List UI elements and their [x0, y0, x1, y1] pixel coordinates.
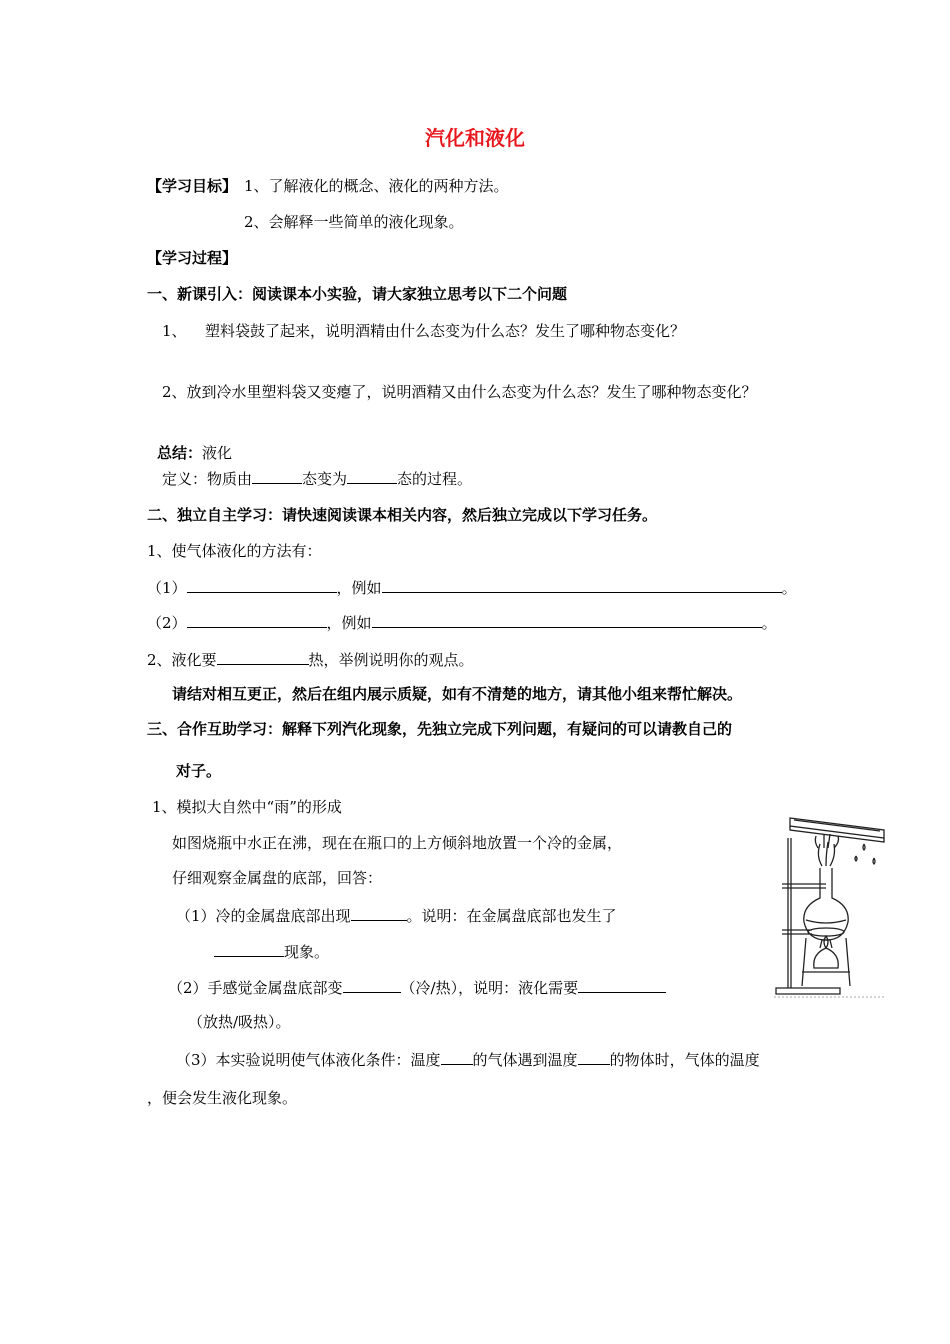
objective-item-1: 1、了解液化的概念、液化的两种方法。	[244, 177, 509, 195]
rain-q2-line	[168, 976, 666, 998]
rain-q3-blank-2[interactable]	[578, 1048, 610, 1065]
section3-heading-line1: 三、合作互助学习：解释下列汽化现象，先独立完成下列问题，有疑问的可以请教自己的	[147, 720, 733, 738]
methods-label: 1、使气体液化的方法有：	[147, 542, 322, 560]
method-1-blank[interactable]	[187, 576, 337, 593]
section1-heading: 一、新课引入：阅读课本小实验，请大家独立思考以下二个问题	[147, 285, 568, 303]
rain-q1-mid: 。说明：在金属盘底部也发生了	[406, 907, 617, 925]
flask-heating-apparatus-illustration	[772, 808, 888, 1000]
rain-desc-2: 仔细观察金属盘的底部，回答：	[172, 869, 383, 887]
method-row-1	[147, 576, 797, 598]
rain-q2-blank-2[interactable]	[578, 976, 666, 993]
objectives-label: 【学习目标】	[147, 177, 238, 195]
section1-q2-text: 2、放到冷水里塑料袋又变瘪了，说明酒精又由什么态变为什么态？发生了哪种物态变化？	[162, 383, 757, 401]
method-2-example-label: ，例如	[326, 614, 372, 632]
rain-q1-blank-2[interactable]	[214, 940, 284, 957]
rain-q2-mid: （冷/热），说明：液化需要	[400, 979, 579, 997]
rain-q3-suffix: 的物体时，气体的温度	[609, 1051, 760, 1069]
summary-text: 液化	[202, 444, 233, 462]
heat-question	[147, 648, 474, 670]
rain-q1-suffix: 现象。	[284, 943, 330, 961]
method-1-example-label: ，例如	[336, 579, 382, 597]
section3-heading-line2: 对子。	[176, 762, 222, 780]
rain-q1-prefix: （1）冷的金属盘底部出现	[176, 907, 351, 925]
rain-q2-suffix: （放热/吸热）。	[188, 1013, 291, 1031]
heat-prefix: 2、液化要	[147, 651, 217, 669]
method-row-2	[147, 611, 777, 633]
rain-item-title: 1、模拟大自然中“雨”的形成	[152, 798, 342, 816]
rain-q3-line	[176, 1048, 760, 1070]
rain-q1-line	[176, 904, 617, 926]
rain-q2-blank-1[interactable]	[343, 976, 401, 993]
definition-suffix: 态的过程。	[397, 470, 473, 488]
definition-blank-1[interactable]	[252, 467, 302, 484]
heat-blank[interactable]	[217, 648, 309, 665]
method-1-number: （1）	[147, 579, 187, 597]
summary-label: 总结：	[157, 444, 203, 462]
method-1-period: 。	[781, 579, 797, 597]
summary-line	[157, 443, 232, 463]
page-title: 汽化和液化	[425, 126, 525, 150]
method-2-number: （2）	[147, 614, 187, 632]
method-2-example-blank[interactable]	[372, 611, 762, 628]
definition-mid: 态变为	[302, 470, 348, 488]
method-2-period: 。	[761, 614, 777, 632]
section2-heading: 二、独立自主学习：请快速阅读课本相关内容，然后独立完成以下学习任务。	[147, 506, 658, 524]
definition-line	[162, 467, 472, 489]
rain-desc-1: 如图烧瓶中水正在沸，现在在瓶口的上方倾斜地放置一个冷的金属，	[172, 834, 623, 852]
definition-blank-2[interactable]	[347, 467, 397, 484]
objective-item-2: 2、会解释一些简单的液化现象。	[244, 213, 464, 231]
rain-q1-line2	[214, 940, 329, 962]
method-1-example-blank[interactable]	[382, 576, 782, 593]
rain-q3-end: ，便会发生液化现象。	[147, 1089, 298, 1107]
rain-q1-blank-1[interactable]	[351, 904, 407, 921]
section1-q1-number: 1、	[162, 322, 187, 340]
method-2-blank[interactable]	[187, 611, 327, 628]
section1-q1-text: 塑料袋鼓了起来，说明酒精由什么态变为什么态？发生了哪种物态变化？	[205, 322, 686, 340]
rain-q2-prefix: （2）手感觉金属盘底部变	[168, 979, 343, 997]
heat-suffix: 热，举例说明你的观点。	[308, 651, 474, 669]
rain-q3-blank-1[interactable]	[441, 1048, 473, 1065]
rain-q3-mid: 的气体遇到温度	[472, 1051, 578, 1069]
pair-note: 请结对相互更正，然后在组内展示质疑，如有不清楚的地方，请其他小组来帮忙解决。	[172, 685, 743, 703]
process-label: 【学习过程】	[147, 249, 238, 267]
definition-prefix: 定义：物质由	[162, 470, 253, 488]
rain-q3-prefix: （3）本实验说明使气体液化条件：温度	[176, 1051, 441, 1069]
